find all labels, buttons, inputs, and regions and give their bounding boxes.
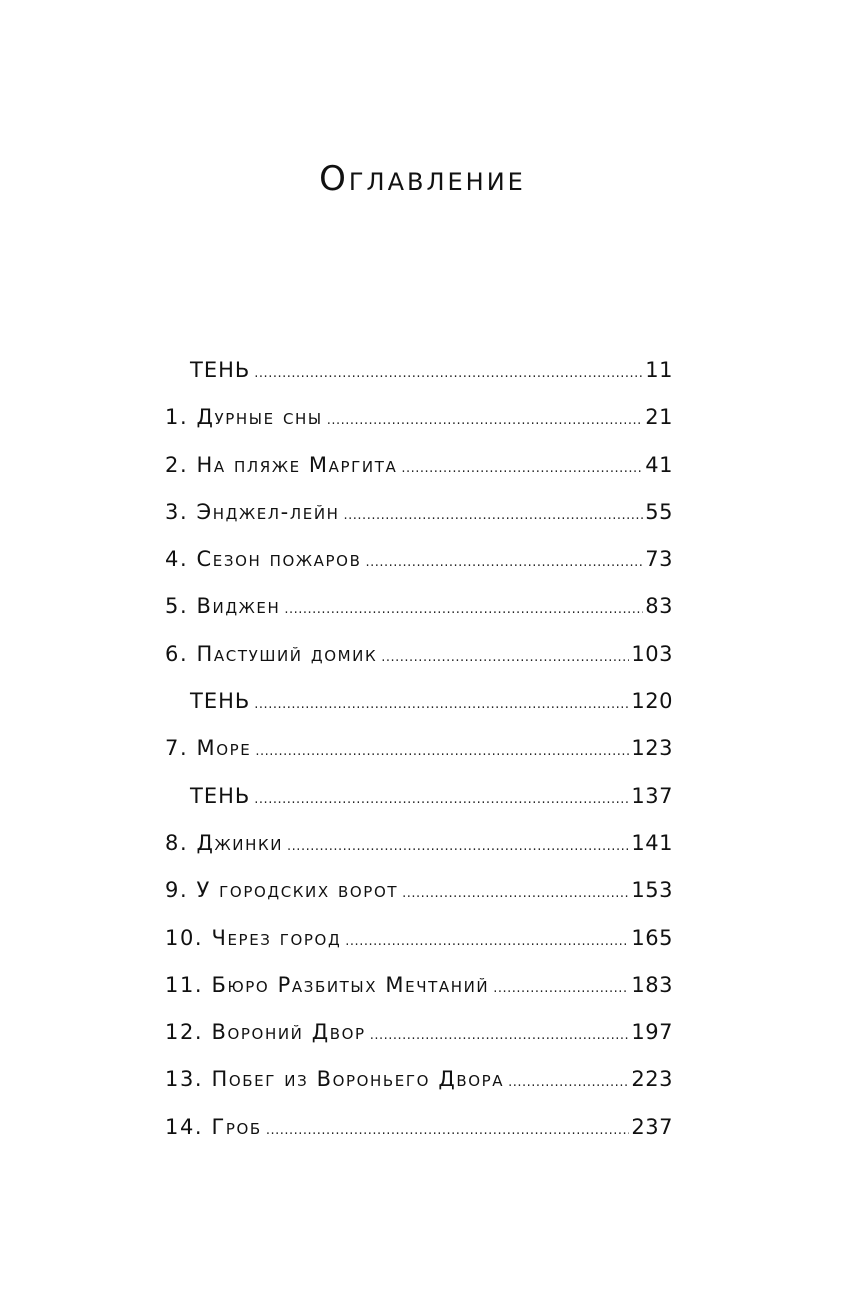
- toc-entry: [165, 405, 673, 452]
- toc-entry-label: 2. На пляже Маргита: [165, 452, 398, 477]
- toc-entry-label: 14. Гроб: [165, 1114, 262, 1139]
- toc-entry-page: 123: [631, 736, 673, 761]
- toc-entry: [165, 926, 673, 973]
- dot-leader: [344, 508, 644, 523]
- dot-leader: [365, 555, 643, 570]
- toc-entry: [165, 642, 673, 689]
- dot-leader: [254, 792, 629, 807]
- toc-entry: [165, 594, 673, 641]
- toc-entry-page: 55: [645, 499, 673, 524]
- toc-entry-label: 9. У городских ворот: [165, 878, 399, 903]
- toc-entry-label: 4. Сезон пожаров: [165, 547, 362, 572]
- toc-entry-label: ТЕНЬ: [190, 689, 251, 714]
- toc-entry-page: 103: [631, 641, 673, 666]
- dot-leader: [493, 981, 629, 996]
- dot-leader: [381, 650, 629, 665]
- toc-entry-label: ТЕНЬ: [190, 358, 251, 382]
- dot-leader: [266, 1123, 630, 1138]
- toc-entry-label: ТЕНЬ: [190, 783, 251, 808]
- dot-leader: [402, 886, 629, 901]
- toc-entry-page: 237: [631, 1114, 673, 1139]
- dot-leader: [401, 461, 643, 476]
- toc-entry-label: 6. Пастуший домик: [165, 641, 378, 666]
- toc-entry: [165, 453, 673, 500]
- toc-entry-page: 21: [645, 405, 673, 430]
- dot-leader: [508, 1075, 629, 1090]
- toc-entry: [165, 500, 673, 547]
- toc-entry: [165, 736, 673, 783]
- toc-entry: [165, 547, 673, 594]
- toc-entry-page: 183: [631, 972, 673, 997]
- dot-leader: [327, 413, 644, 428]
- toc-entry-page: 141: [631, 830, 673, 855]
- toc-entry-page: 120: [631, 689, 673, 714]
- toc-entry: [165, 831, 673, 878]
- toc-entry-page: 165: [631, 925, 673, 950]
- toc-entry: [165, 358, 673, 405]
- toc-entry: [165, 973, 673, 1020]
- toc-entry-page: 223: [631, 1067, 673, 1092]
- dot-leader: [287, 839, 629, 854]
- toc-entry-label: 11. Бюро Разбитых Мечтаний: [165, 972, 490, 997]
- toc-entry: [165, 689, 673, 736]
- toc-entry-page: 153: [631, 878, 673, 903]
- dot-leader: [255, 744, 629, 759]
- table-of-contents: [165, 358, 673, 1162]
- toc-entry-label: 10. Через город: [165, 925, 342, 950]
- page-title: Оглавление: [319, 158, 526, 199]
- toc-entry-page: 137: [631, 783, 673, 808]
- toc-entry-page: 197: [631, 1020, 673, 1045]
- dot-leader: [284, 602, 643, 617]
- dot-leader: [345, 934, 629, 949]
- toc-entry: [165, 1067, 673, 1114]
- dot-leader: [254, 697, 629, 712]
- toc-entry-page: 11: [645, 358, 673, 382]
- toc-entry: [165, 1115, 673, 1162]
- toc-entry-label: 5. Виджен: [165, 594, 281, 619]
- toc-entry-label: 1. Дурные сны: [165, 405, 323, 430]
- toc-entry-page: 41: [645, 452, 673, 477]
- toc-entry-page: 73: [645, 547, 673, 572]
- toc-entry-label: 7. Море: [165, 736, 252, 761]
- toc-entry: [165, 784, 673, 831]
- dot-leader: [370, 1028, 630, 1043]
- toc-entry: [165, 1020, 673, 1067]
- toc-entry-label: 13. Побег из Вороньего Двора: [165, 1067, 505, 1092]
- toc-entry-page: 83: [645, 594, 673, 619]
- toc-entry: [165, 878, 673, 925]
- toc-entry-label: 8. Джинки: [165, 830, 284, 855]
- toc-entry-label: 12. Вороний Двор: [165, 1020, 366, 1045]
- toc-entry-label: 3. Энджел-лейн: [165, 499, 340, 524]
- dot-leader: [254, 366, 643, 381]
